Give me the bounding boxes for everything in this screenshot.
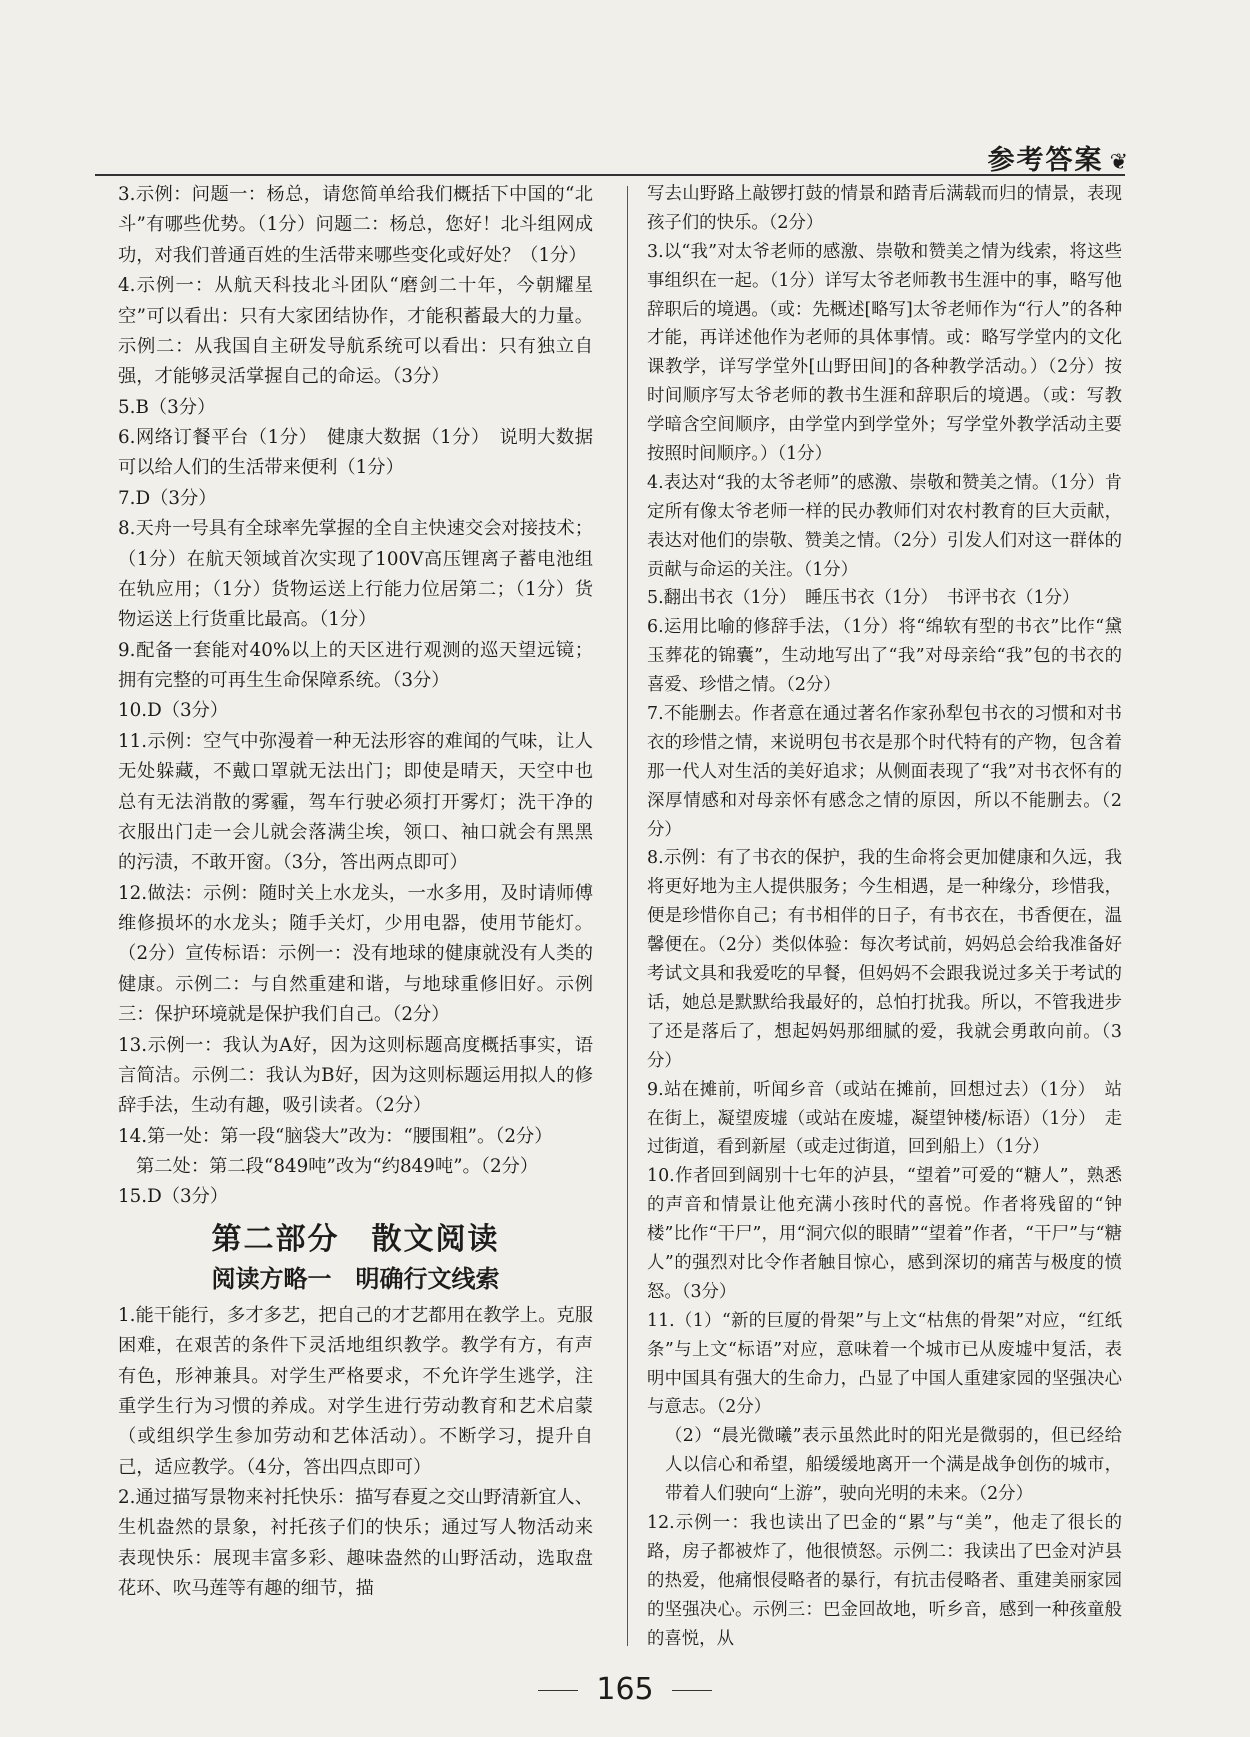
answer-item: 1.能干能行，多才多艺，把自己的才艺都用在教学上。克服困难，在艰苦的条件下灵活地组织教学。教学有方，有声有色，形神兼具。对学生严格要求，不允许学生逃学，注重学生行为习惯的养成。对学生进行劳动教育和艺术启蒙（或组织学生参加劳动和艺体活动）。不断学习，提升自己，适应教学。（4分，答出四点即可） bbox=[118, 1304, 593, 1478]
answer-item: 14.第一处：第一段“脑袋大”改为：“腰围粗”。（2分） bbox=[118, 1125, 553, 1147]
right-column bbox=[647, 180, 1122, 1653]
answer-item: 4.表达对“我的太爷老师”的感激、崇敬和赞美之情。（1分）肯定所有像太爷老师一样的民办教师们对农村教育的巨大贡献，表达对他们的崇敬、赞美之情。（2分）引发人们对这一群体的贡献与命运的关注。（1分） bbox=[647, 472, 1122, 580]
page-number bbox=[0, 1672, 1250, 1707]
section-title: 第二部分 散文阅读 bbox=[211, 1221, 500, 1257]
answer-item: （2）“晨光微曦”表示虽然此时的阳光是微弱的，但已经给人以信心和希望，船缓缓地离开一个满是战争创伤的城市，带着人们驶向“上游”，驶向光明的未来。（2分） bbox=[665, 1426, 1122, 1505]
answer-item: 4.示例一：从航天科技北斗团队“磨剑二十年，今朝耀星空”可以看出：只有大家团结协作，才能积蓄最大的力量。示例二：从我国自主研发导航系统可以看出：只有独立自强，才能够灵活掌握自己的命运。（3分） bbox=[118, 275, 593, 388]
answer-item: 5.翻出书衣（1分） 睡压书衣（1分） 书评书衣（1分） bbox=[647, 588, 1080, 609]
page-number-dash bbox=[672, 1690, 712, 1691]
header-title: 参考答案 bbox=[987, 145, 1104, 176]
answer-item: 10.作者回到阔别十七年的泸县，“望着”可爱的“糖人”，熟悉的声音和情景让他充满小孩时代的喜悦。作者将残留的“钟楼”比作“干尸”，用“洞穴似的眼睛”“望着”作者，“干尸”与“糖人”的强烈对比令作者触目惊心，感到深切的痛苦与极度的愤怒。（3分） bbox=[647, 1166, 1122, 1302]
answer-item: 6.网络订餐平台（1分） 健康大数据（1分） 说明大数据可以给人们的生活带来便利（1分） bbox=[118, 427, 593, 479]
answer-item: 7.D（3分） bbox=[118, 487, 217, 509]
answer-item: 3.以“我”对太爷老师的感激、崇敬和赞美之情为线索，将这些事组织在一起。（1分）详写太爷老师教书生涯中的事，略写他辞职后的境遇。（或：先概述[略写]太爷老师作为“行人”的各种才能，再详述他作为老师的具体事情。或：略写学堂内的文化课教学，详写学堂外[山野田间]的各种教学活动。）（2分）按时间顺序写太爷老师的教书生涯和辞职后的境遇。（或：写教学暗含空间顺序，由学堂内到学堂外；写学堂外教学活动主要按照时间顺序。）（1分） bbox=[647, 241, 1122, 465]
answer-item: 15.D（3分） bbox=[118, 1186, 229, 1208]
page-number-value: 165 bbox=[596, 1672, 654, 1707]
answer-item: 12.做法：示例：随时关上水龙头，一水多用，及时请师傅维修损坏的水龙头；随手关灯，少用电器，使用节能灯。（2分）宣传标语：示例一：没有地球的健康就没有人类的健康。示例二：与自然重建和谐，与地球重修旧好。示例三：保护环境就是保护我们自己。（2分） bbox=[118, 882, 593, 1026]
answer-item: 11.（1）“新的巨厦的骨架”与上文“枯焦的骨架”对应，“红纸条”与上文“标语”对应，意味着一个城市已从废墟中复活，表明中国具有强大的生命力，凸显了中国人重建家园的坚强决心与意志。（2分） bbox=[647, 1310, 1122, 1418]
answer-item: 9.配备一套能对40%以上的天区进行观测的巡天望远镜；拥有完整的可再生生命保障系统。（3分） bbox=[118, 639, 593, 691]
answer-item: 8.天舟一号具有全球率先掌握的全自主快速交会对接技术；（1分）在航天领域首次实现了100V高压锂离子蓄电池组在轨应用；（1分）货物运送上行能力位居第二；（1分）货物运送上行货重比最高。（1分） bbox=[118, 518, 593, 631]
answer-item: 12.示例一：我也读出了巴金的“累”与“美”，他走了很长的路，房子都被炸了，他很愤怒。示例二：我读出了巴金对泸县的热爱，他痛恨侵略者的暴行，有抗击侵略者、重建美丽家园的坚强决心。示例三：巴金回故地，听乡音，感到一种孩童般的喜悦，从 bbox=[647, 1512, 1122, 1649]
answer-item: 2.通过描写景物来衬托快乐：描写春夏之交山野清新宜人、生机盎然的景象，衬托孩子们的快乐；通过写人物活动来表现快乐：展现丰富多彩、趣味盎然的山野活动，选取盘花环、吹马莲等有趣的细节，描 bbox=[118, 1487, 593, 1600]
answer-item: 8.示例：有了书衣的保护，我的生命将会更加健康和久远，我将更好地为主人提供服务；今生相遇，是一种缘分，珍惜我，便是珍惜你自己；有书相伴的日子，有书衣在，书香便在，温馨便在。（2分）类似体验：每次考试前，妈妈总会给我准备好考试文具和我爱吃的早餐，但妈妈不会跟我说过多关于考试的话，她总是默默给我最好的，总怕打扰我。所以，不管我进步了还是落后了，想起妈妈那细腻的爱，我就会勇敢向前。（3分） bbox=[647, 848, 1122, 1071]
answer-item: 11.示例：空气中弥漫着一种无法形容的难闻的气味，让人无处躲藏，不戴口罩就无法出门；即使是晴天，天空中也总有无法消散的雾霾，驾车行驶必须打开雾灯；洗干净的衣服出门走一会儿就会落满尘埃，领口、袖口就会有黑黑的污渍，不敢开窗。（3分，答出两点即可） bbox=[118, 730, 593, 874]
answer-item: 第二处：第二段“849吨”改为“约849吨”。（2分） bbox=[136, 1156, 539, 1177]
answer-item: 13.示例一：我认为A好，因为这则标题高度概括事实，语言简洁。示例二：我认为B好，因为这则标题运用拟人的修辞手法，生动有趣，吸引读者。（2分） bbox=[118, 1034, 593, 1117]
answer-item: 9.站在摊前，听闻乡音（或站在摊前，回想过去）（1分） 站在街上，凝望废墟（或站在废墟，凝望钟楼/标语）（1分） 走过街道，看到新屋（或走过街道，回到船上）（1分） bbox=[647, 1079, 1122, 1158]
answer-item: 6.运用比喻的修辞手法，（1分）将“绵软有型的书衣”比作“黛玉葬花的锦囊”，生动地写出了“我”对母亲给“我”包的书衣的喜爱、珍惜之情。（2分） bbox=[647, 617, 1122, 696]
leaf-icon: ❦ bbox=[1109, 150, 1130, 175]
header-rule bbox=[95, 174, 1125, 176]
page-header bbox=[988, 138, 1130, 177]
column-divider bbox=[627, 186, 628, 1646]
answer-item: 7.不能删去。作者意在通过著名作家孙犁包书衣的习惯和对书衣的珍惜之情，来说明包书衣是那个时代特有的产物，包含着那一代人对生活的美好追求；从侧面表现了“我”对书衣怀有的深厚情感和对母亲怀有感念之情的原因，所以不能删去。（2分） bbox=[647, 704, 1122, 840]
answer-item: 10.D（3分） bbox=[118, 700, 229, 722]
answer-item: 5.B（3分） bbox=[118, 396, 216, 418]
page-number-dash bbox=[538, 1690, 578, 1691]
answer-item: 3.示例：问题一：杨总，请您简单给我们概括下中国的“北斗”有哪些优势。（1分）问题二：杨总，您好！北斗组网成功，对我们普通百姓的生活带来哪些变化或好处？（1分） bbox=[118, 184, 593, 266]
section-subtitle: 阅读方略一 明确行文线索 bbox=[211, 1264, 500, 1293]
answer-item: 写去山野路上敲锣打鼓的情景和踏青后满载而归的情景，表现孩子们的快乐。（2分） bbox=[647, 184, 1122, 233]
left-column bbox=[118, 180, 593, 1605]
